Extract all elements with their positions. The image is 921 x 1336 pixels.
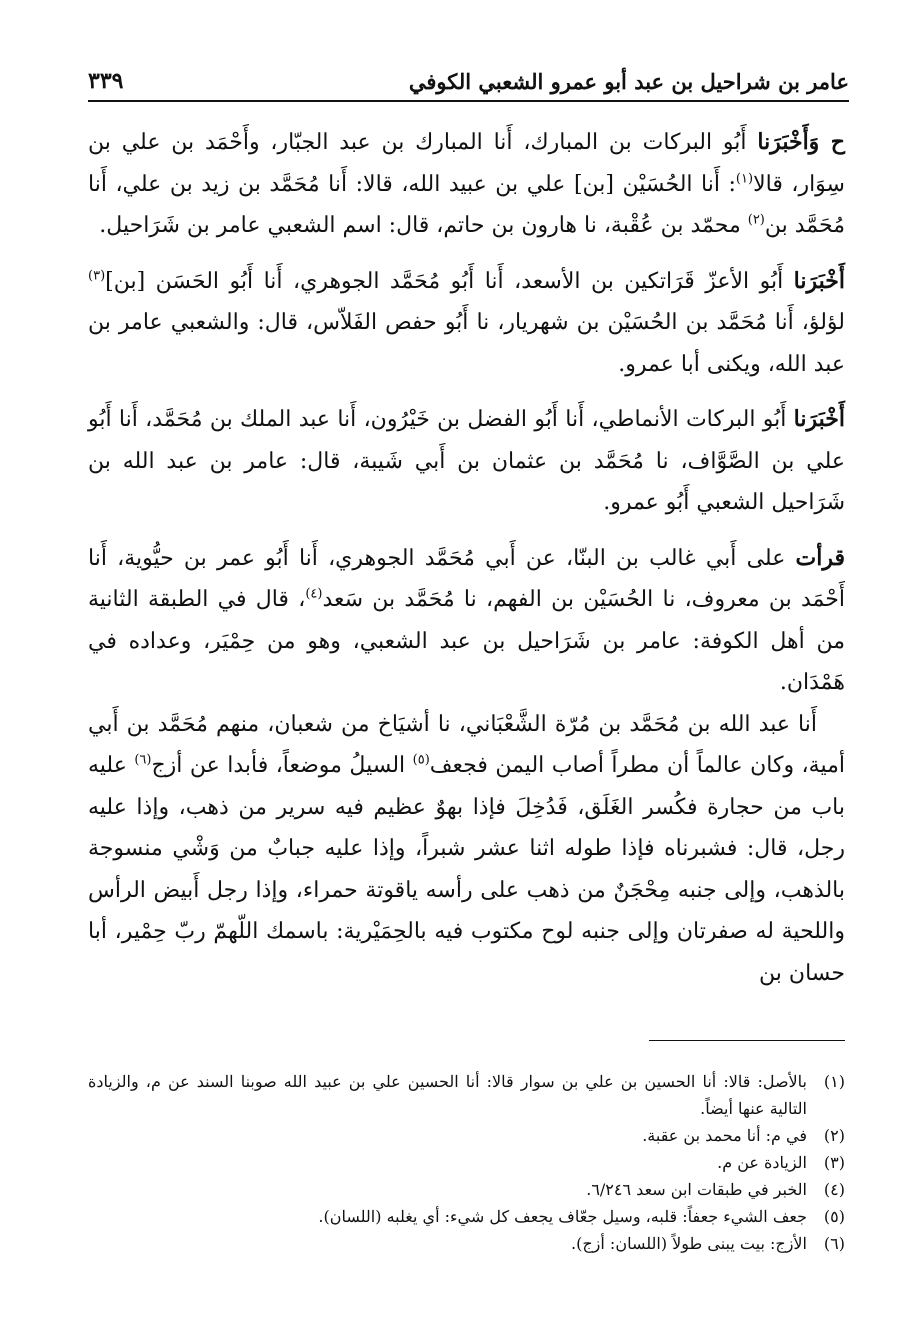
footnote-text: جعف الشيء جعفاً: قلبه، وسيل جعّاف يجعف كل شيء: أي يغلبه (اللسان). (318, 1207, 807, 1226)
footnote-reference: (٥) (412, 752, 430, 768)
paragraph (88, 261, 845, 386)
footnote-number: (٦) (823, 1234, 845, 1253)
running-title: عامر بن شراحيل بن عبد أبو عمرو الشعبي الكوفي (408, 69, 849, 94)
text-segment: : أَنا الحُسَيْن [بن] علي بن عبيد الله، قالا: أَنا مُحَمَّد بن زيد بن علي، أَنا مُحَمَّد بن (88, 171, 845, 238)
footnote-number: (٥) (823, 1207, 845, 1226)
footnote (88, 1176, 845, 1203)
running-header (88, 62, 849, 102)
footnote-text: الخبر في طبقات ابن سعد ٦/٢٤٦. (586, 1180, 807, 1199)
text-segment: السيلُ موضعاً، فأبدا عن أزج (151, 753, 413, 778)
paragraph-lead-word: أَخْبَرَنا (793, 267, 845, 294)
footnote-reference: (٢) (747, 212, 765, 228)
text-segment: أَنا عبد الله بن مُحَمَّد بن مُرّة الشَّعْبَاني، نا أشيَاخ من شعبان، منهم مُحَمَّد بن أَبي أمية، وكان عالماً أن مطراً أصاب اليمن فجعف (88, 711, 845, 778)
footnote-text: في م: أنا محمد بن عقبة. (642, 1126, 807, 1145)
footnote-reference: (١) (735, 171, 754, 187)
footnote (88, 1122, 845, 1149)
text-segment: أَبُو البركات بن المبارك، أَنا المبارك بن عبد الجبّار، وأَحْمَد بن علي بن سِوَار، قالا (88, 130, 845, 197)
paragraph-lead-word: قرأت (795, 544, 845, 571)
footnote-reference: (٤) (305, 586, 323, 602)
footnote-number: (٤) (823, 1180, 845, 1199)
paragraph-lead-word: ح وَأَخْبَرَنا (757, 129, 845, 155)
footnote (88, 1230, 845, 1257)
text-segment: عليه باب من حجارة فكُسر الغَلَق، فَدُخِلَ فإذا بهوٌ عظيم فيه سرير من ذهب، وإذا عليه رجل، قال: فشبرناه فإذا طوله اثنا عشر شبراً، وإذا عليه جبابٌ من وَشْي منسوجة بالذهب، وإلى جنبه مِحْجَنٌ من ذهب على رأسه ياقوتة حمراء، وإذا رجل أَبيض الرأس واللحية له صفرتان وإلى جنبه لوح مكتوب فيه بالحِمَيْرية: باسمك اللّهمّ ربّ حِمْير، أبا حسان بن (88, 753, 845, 986)
footnote-text: بالأصل: قالا: أنا الحسين بن علي بن سوار قالا: أنا الحسين علي بن عبيد الله صوبنا السند عن م، والزيادة التالية عنها أيضاً. (88, 1072, 807, 1118)
text-segment: على أَبي غالب بن البنّا، عن أَبي مُحَمَّد الجوهري، أَنا أَبُو عمر بن حيُّوية، أَنا أَحْمَد بن معروف، نا الحُسَيْن بن الفهم، نا مُحَمَّد بن سَعد (88, 545, 845, 612)
footnote-separator (649, 1040, 845, 1041)
page-number: ٣٣٩ (88, 68, 124, 94)
main-text (88, 122, 845, 1008)
text-segment: ، قال في الطبقة الثانية من أهل الكوفة: عامر بن شَرَاحيل بن عبد الشعبي، وهو من حِمْيَر، وعداده في هَمْدَان. (88, 587, 845, 695)
paragraph (88, 538, 845, 704)
footnote (88, 1203, 845, 1230)
text-segment: محمّد بن عُقْبة، نا هارون بن حاتم، قال: اسم الشعبي عامر بن شَرَاحيل. (99, 213, 748, 238)
text-segment: لؤلؤ، أَنا مُحَمَّد بن الحُسَيْن بن شهريار، نا أَبُو حفص الفَلاّس، قال: والشعبي عامر بن عبد الله، ويكنى أبا عمرو. (88, 310, 845, 377)
footnote-reference: (٣) (88, 268, 106, 284)
text-segment: أَبُو الأعزّ قَرَاتكين بن الأسعد، أَنا أَبُو مُحَمَّد الجوهري، أَنا أَبُو الحَسَن [بن] (105, 268, 794, 294)
paragraph (88, 399, 845, 524)
footnote-number: (١) (823, 1072, 845, 1091)
footnote-reference: (٦) (134, 752, 152, 768)
paragraph-lead-word: أَخْبَرَنا (793, 406, 845, 432)
footnote-text: الزيادة عن م. (717, 1153, 807, 1172)
paragraph (88, 122, 845, 247)
paragraph (88, 704, 845, 995)
footnote (88, 1068, 845, 1122)
footnotes (88, 1068, 845, 1257)
footnote (88, 1149, 845, 1176)
footnote-number: (٣) (823, 1153, 845, 1172)
footnote-text: الأزج: بيت يبنى طولاً (اللسان: أزج). (571, 1234, 807, 1253)
text-segment: أَبُو البركات الأنماطي، أَنا أَبُو الفضل بن خَيْرُون، أَنا عبد الملك بن مُحَمَّد، أَنا أَبُو علي بن الصَّوَّاف، نا مُحَمَّد بن عثمان بن أَبي شَيبة، قال: عامر بن عبد الله بن شَرَاحيل الشعبي أَبُو عمرو. (88, 407, 845, 515)
footnote-number: (٢) (823, 1126, 845, 1145)
